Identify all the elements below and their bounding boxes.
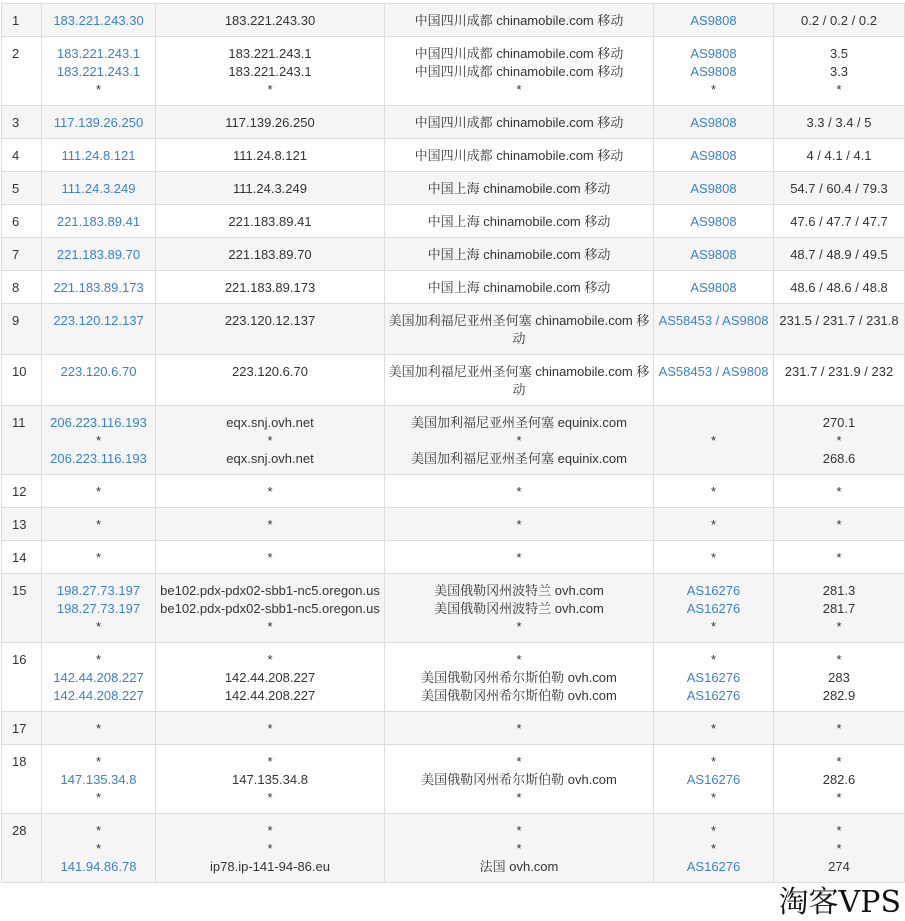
location-text: * xyxy=(516,517,522,532)
ip-link[interactable]: 111.24.8.121 xyxy=(61,148,136,163)
ip-link[interactable]: 147.135.34.8 xyxy=(60,772,137,787)
hostname-cell xyxy=(156,475,385,508)
hop-number: 16 xyxy=(2,643,42,712)
latency-text: * xyxy=(836,790,842,805)
table-row xyxy=(2,37,905,106)
hop-number: 7 xyxy=(2,238,42,271)
hop-number: 11 xyxy=(2,406,42,475)
latency-cell xyxy=(774,4,905,37)
table-row xyxy=(2,475,905,508)
asn-link[interactable]: AS9808 xyxy=(690,280,737,295)
ip-text: * xyxy=(95,433,102,448)
asn-cell xyxy=(654,172,774,205)
hop-number: 2 xyxy=(2,37,42,106)
latency-cell xyxy=(774,475,905,508)
asn-link[interactable]: AS9808 xyxy=(690,247,737,262)
ip-cell xyxy=(42,643,156,712)
location-text: 美国俄勒冈州波特兰 ovh.com xyxy=(434,601,604,616)
asn-text: * xyxy=(710,721,717,736)
hostname-cell xyxy=(156,643,385,712)
hostname-text: 183.221.243.30 xyxy=(224,13,316,28)
location-text: * xyxy=(516,823,522,838)
location-text: 中国上海 chinamobile.com 移动 xyxy=(427,181,611,196)
latency-text: 282.6 xyxy=(822,772,856,787)
ip-text: * xyxy=(95,484,102,499)
hostname-text: 111.24.3.249 xyxy=(233,181,307,196)
ip-cell xyxy=(42,238,156,271)
ip-link[interactable]: 206.223.116.193 xyxy=(50,451,147,466)
ip-cell xyxy=(42,541,156,574)
location-cell xyxy=(385,106,654,139)
location-text: 美国俄勒冈州希尔斯伯勒 ovh.com xyxy=(421,772,617,787)
location-cell xyxy=(385,814,654,883)
latency-cell xyxy=(774,406,905,475)
latency-cell xyxy=(774,541,905,574)
latency-cell xyxy=(774,355,905,406)
asn-cell xyxy=(654,4,774,37)
latency-text: * xyxy=(836,517,842,532)
asn-cell xyxy=(654,475,774,508)
location-cell xyxy=(385,355,654,406)
location-cell xyxy=(385,4,654,37)
asn-link[interactable]: AS9808 xyxy=(690,115,737,130)
hostname-cell xyxy=(156,37,385,106)
latency-text: * xyxy=(836,619,842,634)
hostname-text: * xyxy=(267,652,273,667)
latency-text: 3.3 xyxy=(829,64,849,79)
ip-cell xyxy=(42,4,156,37)
ip-link[interactable]: 142.44.208.227 xyxy=(53,670,144,685)
ip-link[interactable]: 221.183.89.70 xyxy=(56,247,141,262)
ip-link[interactable]: 206.223.116.193 xyxy=(50,415,147,430)
table-row xyxy=(2,745,905,814)
hostname-cell xyxy=(156,139,385,172)
ip-text: * xyxy=(95,550,102,565)
hostname-cell xyxy=(156,238,385,271)
latency-cell xyxy=(774,508,905,541)
hop-number: 17 xyxy=(2,712,42,745)
ip-link[interactable]: 117.139.26.250 xyxy=(53,115,144,130)
ip-link[interactable]: 183.221.243.1 xyxy=(56,64,141,79)
asn-link[interactable]: AS9808 xyxy=(690,214,737,229)
asn-text: * xyxy=(710,433,717,448)
latency-text: 0.2 / 0.2 / 0.2 xyxy=(801,13,877,28)
hop-number: 14 xyxy=(2,541,42,574)
hostname-text: * xyxy=(267,754,273,769)
latency-text: * xyxy=(836,484,842,499)
latency-cell xyxy=(774,304,905,355)
table-row xyxy=(2,814,905,883)
asn-cell xyxy=(654,745,774,814)
ip-link[interactable]: 198.27.73.197 xyxy=(56,601,141,616)
latency-text: 231.7 / 231.9 / 232 xyxy=(784,364,894,379)
latency-cell xyxy=(774,172,905,205)
table-row xyxy=(2,643,905,712)
hostname-cell xyxy=(156,205,385,238)
ip-cell xyxy=(42,406,156,475)
hostname-text: 221.183.89.70 xyxy=(228,247,312,262)
location-text: 美国加利福尼亚州圣何塞 equinix.com xyxy=(411,451,627,466)
latency-cell xyxy=(774,205,905,238)
location-text: 美国加利福尼亚州圣何塞 chinamobile.com 移动 xyxy=(388,313,650,346)
location-text: 法国 ovh.com xyxy=(479,859,559,874)
hop-number: 5 xyxy=(2,172,42,205)
ip-text: * xyxy=(95,652,102,667)
latency-text: 282.9 xyxy=(822,688,856,703)
hostname-text: 221.183.89.173 xyxy=(224,280,316,295)
ip-text: * xyxy=(95,721,102,736)
hop-number: 3 xyxy=(2,106,42,139)
table-row xyxy=(2,4,905,37)
location-cell xyxy=(385,139,654,172)
location-text: 美国俄勒冈州希尔斯伯勒 ovh.com xyxy=(421,688,617,703)
latency-text: 274 xyxy=(828,859,850,874)
latency-text: 48.6 / 48.6 / 48.8 xyxy=(790,280,888,295)
location-text: 中国四川成都 chinamobile.com 移动 xyxy=(414,115,624,130)
latency-text: * xyxy=(836,721,842,736)
latency-text: 48.7 / 48.9 / 49.5 xyxy=(790,247,888,262)
hop-number: 6 xyxy=(2,205,42,238)
asn-cell xyxy=(654,106,774,139)
asn-cell xyxy=(654,271,774,304)
asn-text: * xyxy=(710,823,717,838)
hostname-cell xyxy=(156,172,385,205)
location-cell xyxy=(385,643,654,712)
asn-link[interactable]: AS16276 xyxy=(686,583,741,598)
ip-link[interactable]: 183.221.243.30 xyxy=(53,13,144,28)
asn-cell xyxy=(654,406,774,475)
ip-cell xyxy=(42,172,156,205)
asn-cell xyxy=(654,643,774,712)
ip-cell xyxy=(42,355,156,406)
ip-text: * xyxy=(95,754,102,769)
ip-text: * xyxy=(95,841,102,856)
location-text: * xyxy=(516,484,522,499)
latency-text: 281.3 xyxy=(822,583,856,598)
asn-cell xyxy=(654,355,774,406)
table-row xyxy=(2,304,905,355)
location-cell xyxy=(385,304,654,355)
latency-text: 270.1 xyxy=(822,415,856,430)
asn-text: * xyxy=(710,82,717,97)
location-text: 中国上海 chinamobile.com 移动 xyxy=(427,280,611,295)
location-text: 中国四川成都 chinamobile.com 移动 xyxy=(414,148,624,163)
traceroute-table xyxy=(1,3,905,883)
hostname-text: * xyxy=(267,790,273,805)
ip-cell xyxy=(42,814,156,883)
location-cell xyxy=(385,172,654,205)
hostname-text: * xyxy=(267,82,273,97)
latency-text: * xyxy=(836,841,842,856)
asn-text: * xyxy=(710,841,717,856)
hostname-cell xyxy=(156,4,385,37)
location-text: 美国俄勒冈州希尔斯伯勒 ovh.com xyxy=(421,670,617,685)
hop-number: 15 xyxy=(2,574,42,643)
location-text: 中国四川成都 chinamobile.com 移动 xyxy=(414,46,624,61)
asn-cell xyxy=(654,304,774,355)
table-row xyxy=(2,205,905,238)
asn-link[interactable]: AS58453 / AS9808 xyxy=(658,364,769,379)
hostname-text: 117.139.26.250 xyxy=(225,115,315,130)
latency-text: 231.5 / 231.7 / 231.8 xyxy=(779,313,899,328)
ip-link[interactable]: 142.44.208.227 xyxy=(53,688,144,703)
hostname-text: 142.44.208.227 xyxy=(224,670,316,685)
asn-cell xyxy=(654,712,774,745)
hostname-text: 183.221.243.1 xyxy=(228,46,312,61)
hop-number: 9 xyxy=(2,304,42,355)
ip-cell xyxy=(42,508,156,541)
latency-text: * xyxy=(836,823,842,838)
hostname-text: * xyxy=(267,841,273,856)
hostname-text: * xyxy=(267,433,273,448)
latency-cell xyxy=(774,574,905,643)
latency-cell xyxy=(774,37,905,106)
ip-link[interactable]: 221.183.89.173 xyxy=(53,280,144,295)
asn-cell xyxy=(654,37,774,106)
ip-cell xyxy=(42,37,156,106)
latency-cell xyxy=(774,643,905,712)
ip-link[interactable]: 198.27.73.197 xyxy=(56,583,141,598)
hostname-text: 223.120.12.137 xyxy=(224,313,316,328)
ip-text: * xyxy=(95,823,102,838)
hostname-cell xyxy=(156,745,385,814)
latency-cell xyxy=(774,271,905,304)
hop-number: 12 xyxy=(2,475,42,508)
hostname-cell xyxy=(156,814,385,883)
table-row xyxy=(2,406,905,475)
table-row xyxy=(2,355,905,406)
location-cell xyxy=(385,745,654,814)
location-text: * xyxy=(516,790,522,805)
location-text: * xyxy=(516,550,522,565)
ip-cell xyxy=(42,106,156,139)
table-row xyxy=(2,172,905,205)
latency-cell xyxy=(774,106,905,139)
hop-number: 4 xyxy=(2,139,42,172)
ip-cell xyxy=(42,271,156,304)
hostname-text: eqx.snj.ovh.net xyxy=(226,451,314,466)
asn-text: * xyxy=(710,619,717,634)
asn-link[interactable]: AS9808 xyxy=(690,13,737,28)
location-text: 中国四川成都 chinamobile.com 移动 xyxy=(414,64,624,79)
location-cell xyxy=(385,541,654,574)
asn-link[interactable]: AS9808 xyxy=(690,46,737,61)
table-row xyxy=(2,271,905,304)
hostname-cell xyxy=(156,712,385,745)
ip-cell xyxy=(42,745,156,814)
asn-text: * xyxy=(710,517,717,532)
location-cell xyxy=(385,205,654,238)
hostname-text: * xyxy=(267,823,273,838)
hop-number: 8 xyxy=(2,271,42,304)
asn-cell xyxy=(654,574,774,643)
location-text: 中国上海 chinamobile.com 移动 xyxy=(427,214,611,229)
location-text: * xyxy=(516,433,522,448)
hostname-text: * xyxy=(267,721,273,736)
table-row xyxy=(2,106,905,139)
location-cell xyxy=(385,271,654,304)
hostname-cell xyxy=(156,304,385,355)
ip-link[interactable]: 111.24.3.249 xyxy=(61,181,136,196)
table-row xyxy=(2,712,905,745)
asn-link[interactable]: AS16276 xyxy=(686,772,741,787)
ip-link[interactable]: 183.221.243.1 xyxy=(56,46,141,61)
hop-number: 18 xyxy=(2,745,42,814)
location-text: * xyxy=(516,82,522,97)
asn-text: * xyxy=(710,754,717,769)
asn-cell xyxy=(654,508,774,541)
hostname-text: * xyxy=(267,550,273,565)
location-cell xyxy=(385,712,654,745)
location-text: 中国四川成都 chinamobile.com 移动 xyxy=(414,13,624,28)
location-text: * xyxy=(516,721,522,736)
table-row xyxy=(2,541,905,574)
location-cell xyxy=(385,37,654,106)
latency-cell xyxy=(774,712,905,745)
hostname-cell xyxy=(156,271,385,304)
asn-link[interactable]: AS16276 xyxy=(686,688,741,703)
location-cell xyxy=(385,475,654,508)
asn-cell xyxy=(654,814,774,883)
latency-text: 54.7 / 60.4 / 79.3 xyxy=(790,181,888,196)
ip-cell xyxy=(42,139,156,172)
latency-cell xyxy=(774,814,905,883)
ip-text: * xyxy=(95,517,102,532)
latency-text: 4 / 4.1 / 4.1 xyxy=(806,148,872,163)
asn-link[interactable]: AS16276 xyxy=(686,859,741,874)
ip-text: * xyxy=(95,82,102,97)
hostname-text: * xyxy=(267,484,273,499)
location-text: 美国加利福尼亚州圣何塞 equinix.com xyxy=(411,415,627,430)
latency-text: 3.5 xyxy=(829,46,849,61)
location-cell xyxy=(385,238,654,271)
hostname-cell xyxy=(156,355,385,406)
ip-cell xyxy=(42,712,156,745)
asn-text: * xyxy=(710,484,717,499)
hostname-text: 147.135.34.8 xyxy=(232,772,308,787)
latency-text: * xyxy=(836,82,842,97)
ip-link[interactable]: 221.183.89.41 xyxy=(56,214,141,229)
table-row xyxy=(2,574,905,643)
latency-cell xyxy=(774,139,905,172)
asn-text: * xyxy=(710,790,717,805)
table-row xyxy=(2,238,905,271)
table-row xyxy=(2,508,905,541)
asn-cell xyxy=(654,205,774,238)
asn-link[interactable]: AS9808 xyxy=(690,181,737,196)
location-text: * xyxy=(516,619,522,634)
hostname-text: * xyxy=(267,619,273,634)
location-cell xyxy=(385,406,654,475)
traceroute-table-body xyxy=(2,4,905,883)
latency-text: 47.6 / 47.7 / 47.7 xyxy=(790,214,888,229)
asn-link[interactable]: AS16276 xyxy=(686,601,741,616)
latency-text: * xyxy=(836,433,842,448)
hostname-cell xyxy=(156,406,385,475)
hostname-text: 142.44.208.227 xyxy=(224,688,316,703)
hostname-cell xyxy=(156,508,385,541)
hostname-text: be102.pdx-pdx02-sbb1-nc5.oregon.us xyxy=(160,583,380,598)
location-text: 中国上海 chinamobile.com 移动 xyxy=(427,247,611,262)
ip-text: * xyxy=(95,790,102,805)
latency-text: * xyxy=(836,754,842,769)
asn-link[interactable]: AS58453 / AS9808 xyxy=(658,313,769,328)
hostname-text: * xyxy=(267,517,273,532)
location-text: * xyxy=(516,652,522,667)
latency-cell xyxy=(774,745,905,814)
ip-link[interactable]: 223.120.6.70 xyxy=(60,364,137,379)
latency-text: 281.7 xyxy=(822,601,856,616)
location-text: 美国加利福尼亚州圣何塞 chinamobile.com 移动 xyxy=(388,364,650,397)
hop-number: 28 xyxy=(2,814,42,883)
hostname-text: 223.120.6.70 xyxy=(232,364,308,379)
hostname-text: eqx.snj.ovh.net xyxy=(226,415,314,430)
latency-text: * xyxy=(836,652,842,667)
ip-link[interactable]: 223.120.12.137 xyxy=(53,313,144,328)
ip-cell xyxy=(42,574,156,643)
location-cell xyxy=(385,574,654,643)
latency-text: 268.6 xyxy=(822,451,856,466)
asn-text: * xyxy=(710,652,717,667)
hostname-text: be102.pdx-pdx02-sbb1-nc5.oregon.us xyxy=(160,601,380,616)
ip-cell xyxy=(42,304,156,355)
latency-text: * xyxy=(836,550,842,565)
watermark: 淘客VPS xyxy=(778,885,901,920)
location-text: * xyxy=(516,754,522,769)
ip-text: * xyxy=(95,619,102,634)
hop-number: 1 xyxy=(2,4,42,37)
hostname-text: ip78.ip-141-94-86.eu xyxy=(210,859,330,874)
hostname-text: 183.221.243.1 xyxy=(228,64,312,79)
ip-cell xyxy=(42,475,156,508)
asn-link[interactable]: AS9808 xyxy=(690,148,737,163)
latency-text: 3.3 / 3.4 / 5 xyxy=(806,115,872,130)
latency-text: 283 xyxy=(828,670,850,685)
hostname-text: 111.24.8.121 xyxy=(233,148,307,163)
asn-link[interactable]: AS16276 xyxy=(686,670,741,685)
table-row xyxy=(2,139,905,172)
hostname-cell xyxy=(156,574,385,643)
hop-number: 10 xyxy=(2,355,42,406)
asn-link[interactable]: AS9808 xyxy=(690,64,737,79)
hostname-cell xyxy=(156,106,385,139)
hostname-cell xyxy=(156,541,385,574)
location-text: * xyxy=(516,841,522,856)
asn-cell xyxy=(654,238,774,271)
asn-cell xyxy=(654,139,774,172)
asn-cell xyxy=(654,541,774,574)
hop-number: 13 xyxy=(2,508,42,541)
location-cell xyxy=(385,508,654,541)
latency-cell xyxy=(774,238,905,271)
hostname-text: 221.183.89.41 xyxy=(228,214,312,229)
location-text: 美国俄勒冈州波特兰 ovh.com xyxy=(434,583,604,598)
ip-cell xyxy=(42,205,156,238)
asn-text: * xyxy=(710,550,717,565)
ip-link[interactable]: 141.94.86.78 xyxy=(60,859,137,874)
